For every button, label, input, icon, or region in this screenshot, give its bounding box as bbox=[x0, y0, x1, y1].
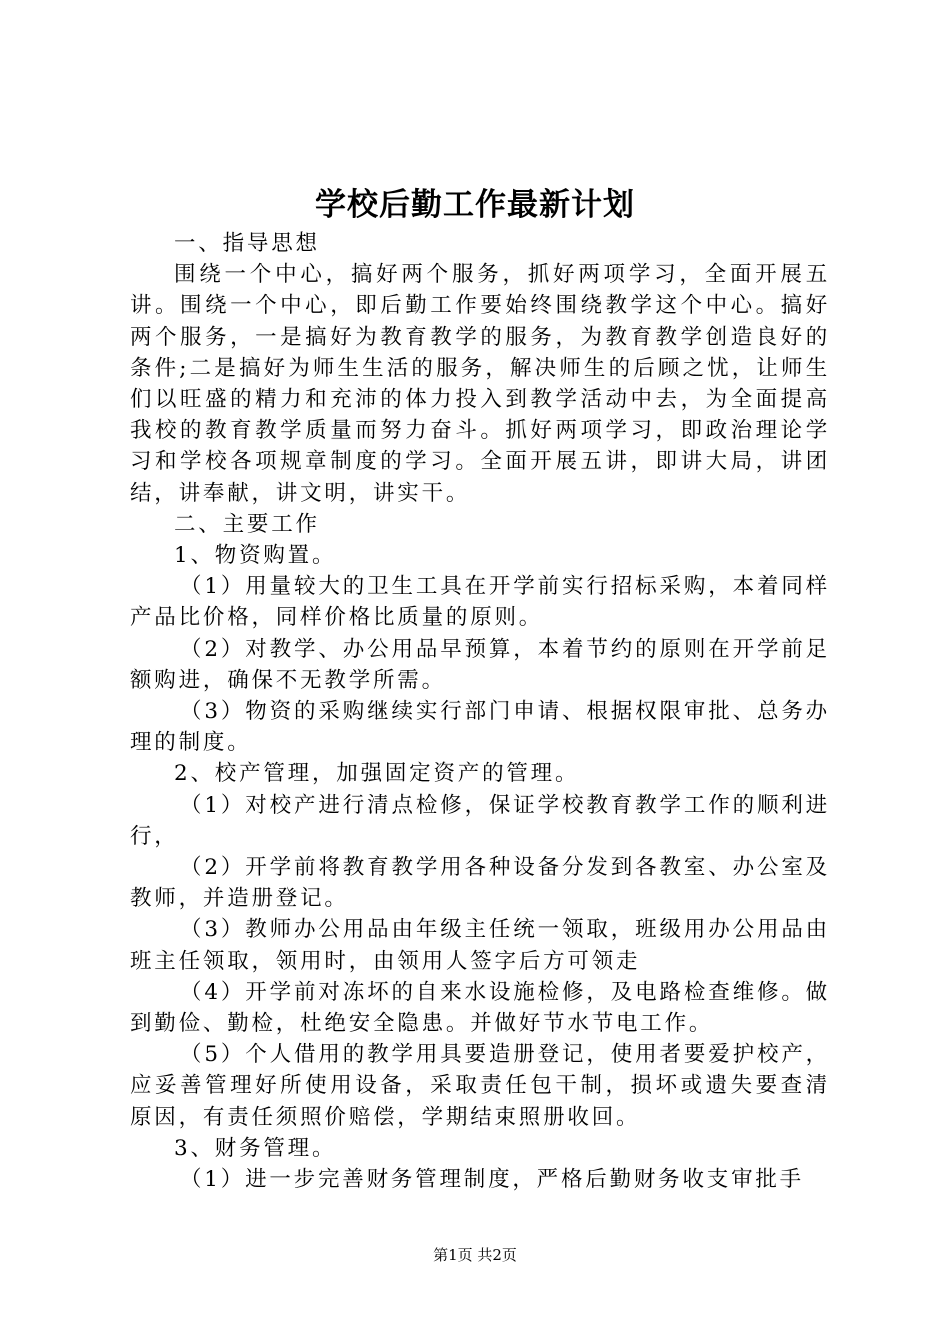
list-item: （3）物资的采购继续实行部门申请、根据权限审批、总务办理的制度。 bbox=[130, 699, 830, 756]
subsection-heading: 1、物资购置。 bbox=[174, 543, 337, 569]
list-item: （4）开学前对冻坏的自来水设施检修，及电路检查维修。做到勤俭、勤检，杜绝安全隐患。并做好节水节电工作。 bbox=[130, 979, 830, 1037]
list-item: （1）进一步完善财务管理制度，严格后勤财务收支审批手 bbox=[180, 1167, 804, 1193]
document-title: 学校后勤工作最新计划 bbox=[315, 187, 635, 223]
page-number: 第1页 共2页 bbox=[433, 1246, 517, 1264]
document-body bbox=[130, 228, 830, 1195]
subsection-heading: 3、财务管理。 bbox=[174, 1135, 337, 1161]
subsection-heading: 2、校产管理，加强固定资产的管理。 bbox=[174, 761, 580, 787]
list-item: （2）对教学、办公用品早预算，本着节约的原则在开学前足额购进，确保不无教学所需。 bbox=[130, 636, 830, 693]
list-item: （5）个人借用的教学用具要造册登记，使用者要爱护校产，应妥善管理好所使用设备，采取责任包干制，损坏或遗失要查清原因，有责任须照价赔偿，学期结束照册收回。 bbox=[130, 1042, 830, 1130]
list-item: （1）对校产进行清点检修，保证学校教育教学工作的顺利进行， bbox=[130, 792, 830, 849]
section-heading: 一、指导思想 bbox=[174, 231, 320, 256]
paragraph: 围绕一个中心，搞好两个服务，抓好两项学习，全面开展五讲。围绕一个中心，即后勤工作要始终围绕教学这个中心。搞好两个服务，一是搞好为教育教学的服务，为教育教学创造良好的条件;二是搞好为师生生活的服务，解决师生的后顾之忧，让师生们以旺盛的精力和充沛的体力投入到教学活动中去，为全面提高我校的教育教学质量而努力奋斗。抓好两项学习，即政治理论学习和学校各项规章制度的学习。全面开展五讲，即讲大局，讲团结，讲奉献，讲文明，讲实干。 bbox=[130, 262, 830, 506]
section-heading: 二、主要工作 bbox=[174, 511, 320, 537]
list-item: （2）开学前将教育教学用各种设备分发到各教室、办公室及教师，并造册登记。 bbox=[130, 855, 830, 912]
list-item: （3）教师办公用品由年级主任统一领取，班级用办公用品由班主任领取，领用时，由领用人签字后方可领走 bbox=[130, 917, 830, 974]
list-item: （1）用量较大的卫生工具在开学前实行招标采购，本着同样产品比价格，同样价格比质量的原则。 bbox=[130, 574, 830, 631]
